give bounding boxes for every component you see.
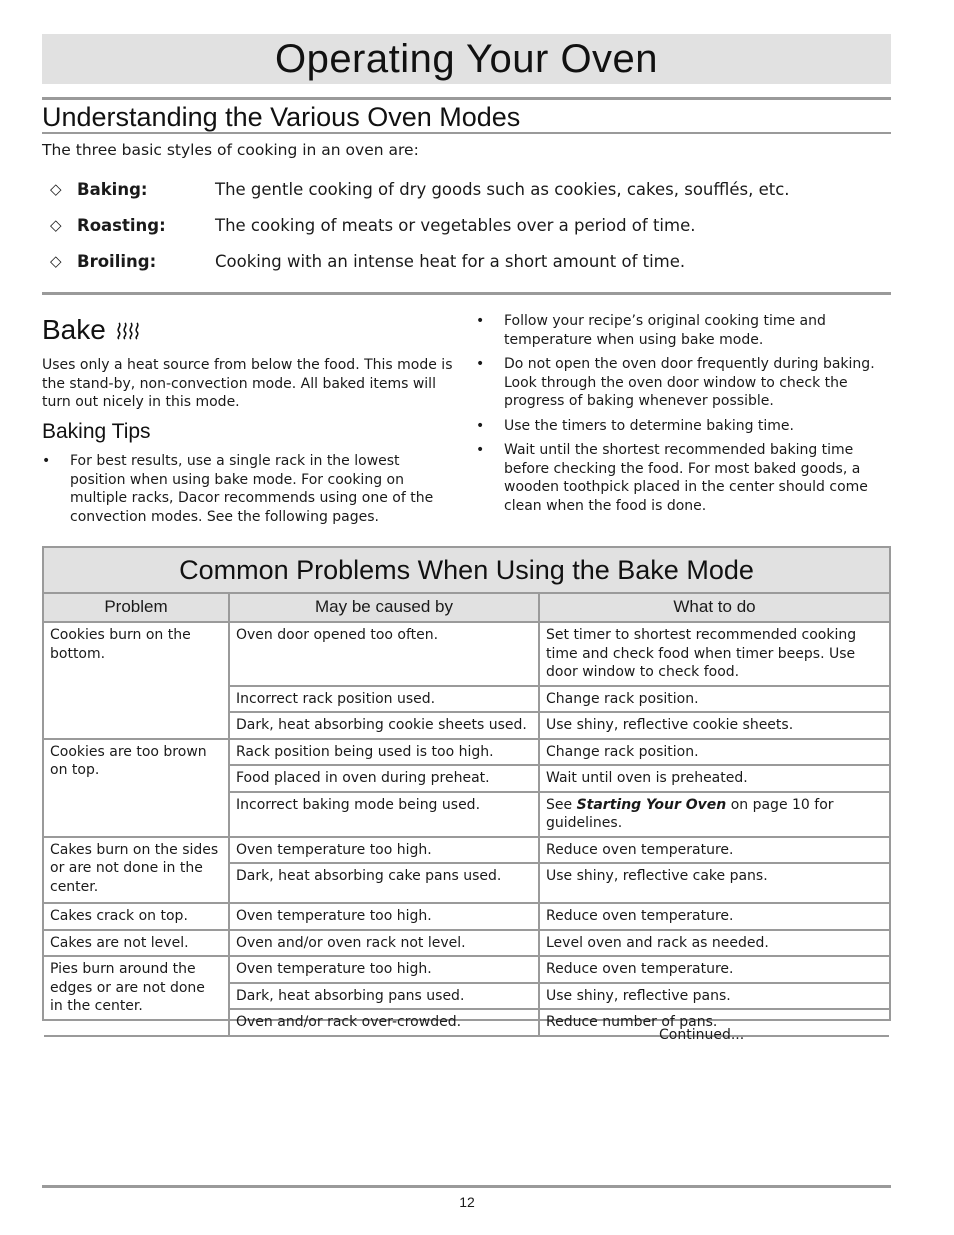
- diamond-bullet-icon: ◇: [50, 216, 62, 234]
- fix-cell: Change rack position.: [539, 686, 889, 713]
- fix-cell: Use shiny, reflective pans.: [539, 983, 889, 1010]
- cause-cell: Dark, heat absorbing pans used.: [229, 983, 539, 1010]
- tip-text: For best results, use a single rack in the lowest position when using bake mode. For cooking on multiple racks, Dacor recommends using one of the convection modes. See the following pages.: [70, 453, 434, 525]
- bullet-icon: •: [476, 356, 485, 372]
- list-item: [42, 452, 447, 526]
- problem-cell: Cakes burn on the sides or are not done in the center.: [44, 837, 229, 904]
- problem-cell: Pies burn around the edges or are not done in the center.: [44, 956, 229, 1036]
- diamond-bullet-icon: ◇: [50, 252, 62, 270]
- tip-text: Do not open the oven door frequently during baking. Look through the oven door window to check the progress of baking whenever possible.: [504, 356, 875, 409]
- problems-table: [44, 594, 889, 1037]
- problems-table-box: [42, 546, 891, 1030]
- tip-text: Wait until the shortest recommended baking time before checking the food. For most baked goods, a wooden toothpick placed in the center should come clean when the food is done.: [504, 442, 868, 514]
- baking-tips-title: Baking Tips: [42, 420, 151, 443]
- bullet-icon: •: [476, 313, 485, 329]
- modes-section-heading: Understanding the Various Oven Modes: [42, 97, 891, 134]
- style-term: Roasting:: [77, 216, 166, 235]
- list-item: [476, 312, 891, 349]
- style-definition: The cooking of meats or vegetables over a period of time.: [215, 216, 696, 235]
- continued-note: Continued...: [659, 1027, 745, 1043]
- cause-cell: Oven and/or rack over-crowded.: [229, 1009, 539, 1036]
- cause-cell: Rack position being used is too high.: [229, 739, 539, 766]
- fix-cell: Reduce oven temperature.: [539, 837, 889, 864]
- style-term: Broiling:: [77, 252, 157, 271]
- fix-cell: Use shiny, reflective cookie sheets.: [539, 712, 889, 739]
- cause-cell: Incorrect baking mode being used.: [229, 792, 539, 837]
- bake-description: Uses only a heat source from below the food. This mode is the stand-by, non-convection mode. All baked items will turn out nicely in this mode.: [42, 357, 453, 410]
- table-row: [44, 956, 889, 983]
- bullet-icon: •: [476, 417, 485, 434]
- table-row: [44, 837, 889, 864]
- baking-tips-right: [476, 312, 891, 521]
- style-definition: The gentle cooking of dry goods such as cookies, cakes, soufflés, etc.: [215, 180, 790, 199]
- problem-cell: Cookies are too brown on top.: [44, 739, 229, 837]
- footer-divider: [42, 1185, 891, 1188]
- page-number: 12: [459, 1194, 475, 1210]
- fix-cell: Use shiny, reflective cake pans.: [539, 863, 889, 903]
- problems-title: Common Problems When Using the Bake Mode: [44, 548, 889, 594]
- list-item: [476, 355, 891, 411]
- fix-cell: Set timer to shortest recommended cooking time and check food when timer beeps. Use door window to check food.: [539, 622, 889, 686]
- fix-cell: Reduce oven temperature.: [539, 903, 889, 930]
- bullet-icon: •: [42, 453, 51, 469]
- problem-cell: Cakes are not level.: [44, 930, 229, 957]
- table-row: [44, 739, 889, 766]
- table-row: [44, 622, 889, 686]
- cause-cell: Dark, heat absorbing cake pans used.: [229, 863, 539, 903]
- bake-heading: [42, 314, 142, 346]
- page-title-bar: [42, 34, 891, 84]
- fix-prefix: See: [546, 796, 577, 813]
- cause-cell: Oven and/or oven rack not level.: [229, 930, 539, 957]
- style-term: Baking:: [77, 180, 148, 199]
- heat-waves-icon: [116, 319, 142, 341]
- column-header-cause: May be caused by: [229, 594, 539, 622]
- cause-cell: Dark, heat absorbing cookie sheets used.: [229, 712, 539, 739]
- fix-cell: Wait until oven is preheated.: [539, 765, 889, 792]
- problem-cell: Cakes crack on top.: [44, 903, 229, 930]
- baking-tips-left: [42, 452, 447, 532]
- column-header-fix: What to do: [539, 594, 889, 622]
- fix-suffix: on page 10 for guidelines.: [546, 796, 834, 831]
- fix-cell: Reduce number of pans.: [539, 1009, 889, 1036]
- table-header-row: [44, 594, 889, 622]
- fix-cell: Change rack position.: [539, 739, 889, 766]
- style-definition: Cooking with an intense heat for a short amount of time.: [215, 252, 686, 271]
- bullet-icon: •: [476, 442, 485, 458]
- bake-title: Bake: [42, 314, 106, 345]
- diamond-bullet-icon: ◇: [50, 180, 62, 198]
- tip-text: Follow your recipe’s original cooking time and temperature when using bake mode.: [504, 313, 826, 348]
- fix-cell: Reduce oven temperature.: [539, 956, 889, 983]
- cause-cell: Food placed in oven during preheat.: [229, 765, 539, 792]
- table-row: [44, 903, 889, 930]
- table-row: [44, 930, 889, 957]
- section-divider: [42, 292, 891, 295]
- cause-cell: Oven temperature too high.: [229, 956, 539, 983]
- fix-cell: Level oven and rack as needed.: [539, 930, 889, 957]
- page-reference: Starting Your Oven: [576, 796, 727, 813]
- column-header-problem: Problem: [44, 594, 229, 622]
- modes-intro: The three basic styles of cooking in an oven are:: [42, 141, 419, 159]
- page-title: Operating Your Oven: [274, 36, 659, 81]
- cause-cell: Oven temperature too high.: [229, 903, 539, 930]
- cause-cell: Oven door opened too often.: [229, 622, 539, 686]
- fix-cell: [539, 792, 889, 837]
- list-item: [476, 441, 891, 515]
- problem-cell: Cookies burn on the bottom.: [44, 622, 229, 739]
- list-item: [476, 417, 891, 436]
- cause-cell: Oven temperature too high.: [229, 837, 539, 864]
- cause-cell: Incorrect rack position used.: [229, 686, 539, 713]
- tip-text: Use the timers to determine baking time.: [504, 417, 794, 434]
